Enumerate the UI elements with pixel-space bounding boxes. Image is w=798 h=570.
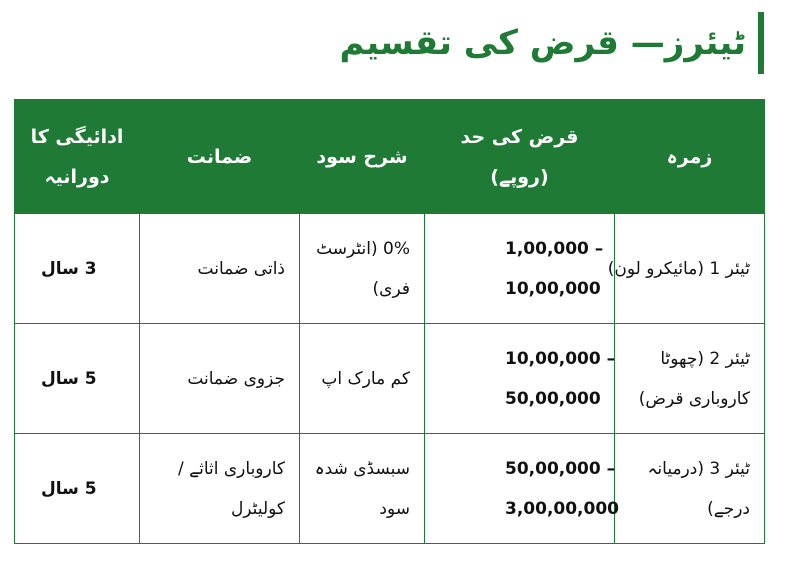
collateral-text: جزوی ضمانت — [187, 368, 285, 389]
table-row — [15, 324, 765, 434]
header-limit: قرض کی حد (روپے) — [425, 100, 615, 214]
rate-text: سبسڈی شدہ — [314, 458, 410, 479]
tier-cell — [615, 434, 765, 544]
tier-cell — [615, 324, 765, 434]
header-tier: زمرہ — [615, 100, 765, 214]
rate-cell — [300, 214, 425, 324]
header-duration — [15, 100, 140, 214]
duration-cell: 5 سال — [15, 324, 140, 434]
range-from: 1,00,000 – — [505, 238, 604, 259]
page-title: ٹیئرز— قرض کی تقسیم — [339, 23, 746, 63]
range-cell — [425, 324, 615, 434]
tier-name: ٹیئر 3 (درمیانہ — [647, 458, 750, 479]
range-to: 3,00,00,000 — [505, 498, 620, 519]
rate-text-line2: سود — [379, 498, 410, 519]
title-accent-bar — [758, 12, 764, 74]
rate-text-line2: فری) — [372, 278, 410, 299]
header-duration-line1: ادائیگی کا — [30, 125, 124, 148]
tier-name: ٹیئر 2 (چھوٹا — [660, 348, 750, 369]
header-duration-line2: دورانیہ — [44, 165, 110, 188]
rate-text: 0% (انٹرسٹ — [316, 238, 410, 259]
range-cell — [425, 434, 620, 544]
collateral-text: ذاتی ضمانت — [197, 258, 285, 279]
tier-name-line2: کاروباری قرض) — [638, 388, 750, 409]
loan-tiers-table — [14, 99, 765, 544]
range-cell — [425, 214, 615, 324]
collateral-text-line2: کولیٹرل — [230, 498, 285, 519]
tier-cell — [607, 214, 765, 324]
table-row — [15, 214, 765, 324]
range-from: 10,00,000 – — [505, 348, 616, 369]
rate-text: کم مارک اپ — [321, 368, 410, 389]
rate-cell — [300, 434, 425, 544]
duration-cell: 5 سال — [15, 434, 140, 544]
tier-name: ٹیئر 1 (مائیکرو لون) — [607, 258, 750, 279]
rate-cell — [300, 324, 425, 434]
collateral-cell — [140, 324, 300, 434]
tier-name-line2: درجے) — [707, 498, 750, 519]
range-to: 10,00,000 — [505, 278, 601, 299]
header-collateral: ضمانت — [140, 100, 300, 214]
range-from: 50,00,000 – — [505, 458, 616, 479]
collateral-text: کاروباری اثاثے / — [178, 458, 285, 479]
collateral-cell — [140, 434, 300, 544]
table-header-row — [15, 100, 765, 214]
duration-cell: 3 سال — [15, 214, 140, 324]
table-row — [15, 434, 765, 544]
collateral-cell — [140, 214, 300, 324]
range-to: 50,00,000 — [505, 388, 601, 409]
page-title-block — [340, 12, 764, 74]
header-rate: شرح سود — [300, 100, 425, 214]
